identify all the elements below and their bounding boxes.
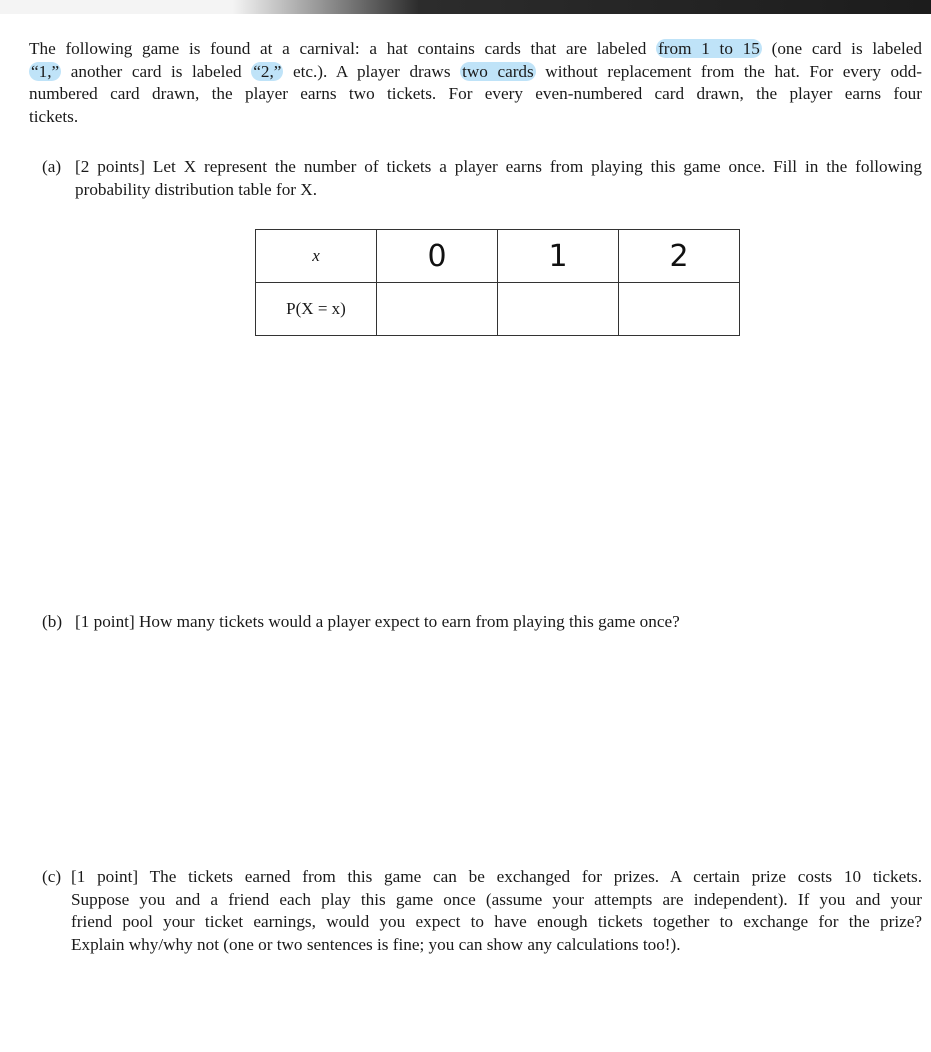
handwritten-value-1: 1	[548, 238, 568, 274]
question-a-line-2: probability distribution table for X.	[75, 179, 318, 199]
table-cell-p-2[interactable]	[498, 283, 619, 336]
table-row-probability	[256, 283, 740, 336]
handwritten-value-2: 2	[669, 238, 689, 274]
table-header-x: x	[256, 230, 377, 283]
question-c-line-2: Suppose you and a friend each play this game once (assume your attempts are independent). If you and your	[71, 889, 922, 909]
table-cell-p-1[interactable]	[377, 283, 498, 336]
question-b-label: (b)	[42, 612, 63, 631]
question-a	[42, 156, 922, 201]
highlight-two-cards: two cards	[462, 61, 534, 81]
intro-line-1: The following game is found at a carnival: a hat contains cards that are labeled from 1 to 15 (one card is labeled	[29, 39, 923, 58]
intro-line-2: “1,” another card is labeled “2,” etc.). A player draws two cards without replacement from the hat. For every odd-	[31, 61, 923, 81]
handwritten-value-0: 0	[427, 238, 447, 274]
question-c	[42, 866, 922, 956]
question-a-label: (a)	[42, 157, 62, 176]
question-b-text: [1 point] How many tickets would a player expect to earn from playing this game once?	[75, 612, 680, 631]
table-cell-p-3[interactable]	[619, 283, 740, 336]
question-c-label: (c)	[42, 867, 62, 886]
table-cell-x-1[interactable]	[377, 230, 498, 283]
question-c-line-3: friend pool your ticket earnings, would you expect to have enough tickets together to exchange for the prize?	[71, 912, 922, 931]
top-edge-bar	[0, 0, 931, 14]
highlight-label-2: “2,”	[253, 61, 282, 81]
table-cell-x-3[interactable]	[619, 230, 740, 283]
question-c-line-4: Explain why/why not (one or two sentences is fine; you can show any calculations too!).	[71, 934, 681, 954]
table-header-probability: P(X = x)	[256, 283, 377, 336]
highlight-label-1: “1,”	[31, 61, 60, 81]
probability-table	[255, 229, 740, 336]
intro-line-3: numbered card drawn, the player earns two tickets. For every even-numbered card drawn, the player earns four	[29, 84, 922, 103]
problem-intro	[29, 38, 922, 128]
question-c-line-1: (c) [1 point] The tickets earned from this game can be exchanged for prizes. A certain prize costs 10 tickets.	[42, 866, 922, 889]
table-cell-x-2[interactable]	[498, 230, 619, 283]
intro-line-4: tickets.	[29, 106, 79, 126]
highlight-range: from 1 to 15	[658, 39, 760, 58]
table-row-x	[256, 230, 740, 283]
question-a-line-1: (a) [2 points] Let X represent the number of tickets a player earns from playing this game once. Fill in the following	[42, 156, 922, 179]
question-b	[42, 611, 922, 634]
